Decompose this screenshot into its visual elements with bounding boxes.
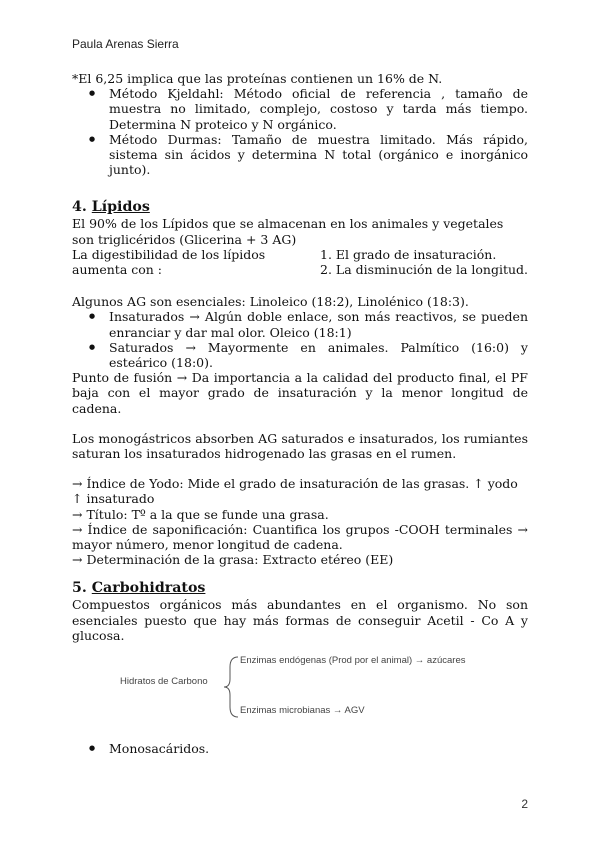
arrow-item: → Título: Tº a la que se funde una grasa. (72, 506, 329, 522)
digestibility-option: 2. La disminución de la longitud. (320, 262, 528, 278)
section-title: Lípidos (91, 199, 150, 216)
page-header-author: Paula Arenas Sierra (72, 37, 179, 51)
arrow-item: → Índice de saponificación: Cuantifica los grupos -COOH terminales → mayor número, menor longitud de cadena. (72, 521, 528, 553)
arrow-item: → Índice de Yodo: Mide el grado de insaturación de las grasas. ↑ yodo ↑ insaturado (72, 476, 518, 507)
carbohydrate-digestion-diagram (72, 651, 528, 723)
melting-point-paragraph: Punto de fusión → Da importancia a la calidad del producto final, el PF baja con el mayor grado de insaturación y la menor longitud de cadena. (72, 370, 528, 416)
section-heading-lipidos (72, 198, 528, 216)
essential-fatty-acids: Algunos AG son esenciales: Linoleico (18:2), Linolénico (18:3). (72, 294, 469, 310)
list-item: ● Método Kjeldahl: Método oficial de referencia , tamaño de muestra no limitado, complejo, costoso y tarda más tiempo. Determina N proteico y N orgánico. (72, 86, 528, 132)
document-body (72, 71, 528, 756)
list-item: ● Insaturados → Algún doble enlace, son más reactivos, se pueden enranciar y dar mal olor. Oleico (18:1) (72, 309, 528, 339)
arrow-item: → Determinación de la grasa: Extracto etéreo (EE) (72, 552, 394, 568)
section-number: 5. (72, 580, 87, 597)
diagram-branch-top: Enzimas endógenas (Prod por el animal) → azúcares (240, 655, 466, 667)
digestibility-options (320, 247, 528, 277)
list-item: ● Saturados → Mayormente en animales. Palmítico (16:0) y esteárico (18:0). (72, 340, 528, 370)
carbohydrate-types-list (72, 741, 528, 756)
fatty-acid-types-list (72, 309, 528, 370)
digestibility-option: 1. El grado de insaturación. (320, 246, 497, 262)
list-item: ● Método Durmas: Tamaño de muestra limitado. Más rápido, sistema sin ácidos y determina N total (orgánico e inorgánico junto). (72, 132, 528, 178)
digestibility-block (72, 247, 528, 277)
section-title: Carbohidratos (91, 580, 206, 597)
digestibility-label: La digestibilidad de los lípidos aumenta con : (72, 246, 266, 278)
page-number: 2 (521, 797, 528, 811)
diagram-branch-bottom: Enzimas microbianas → AGV (240, 705, 365, 717)
section-heading-carbohidratos (72, 579, 528, 597)
protein-note: *El 6,25 implica que las proteínas contienen un 16% de N. (72, 71, 443, 86)
monogastric-paragraph: Los monogástricos absorben AG saturados e insaturados, los rumiantes saturan los insaturados hidrogenado las grasas en el rumen. (72, 430, 528, 462)
lipidos-intro: El 90% de los Lípidos que se almacenan en los animales y vegetales son triglicéridos (Glicerina + 3 AG) (72, 216, 504, 247)
list-item: ● Monosacáridos. (72, 741, 528, 756)
methods-list (72, 86, 528, 177)
diagram-root: Hidratos de Carbono (120, 676, 208, 688)
section-number: 4. (72, 199, 87, 216)
carbohidratos-intro: Compuestos orgánicos más abundantes en el organismo. No son esenciales puesto que hay más formas de conseguir Acetil - Co A y glucosa. (72, 597, 528, 643)
